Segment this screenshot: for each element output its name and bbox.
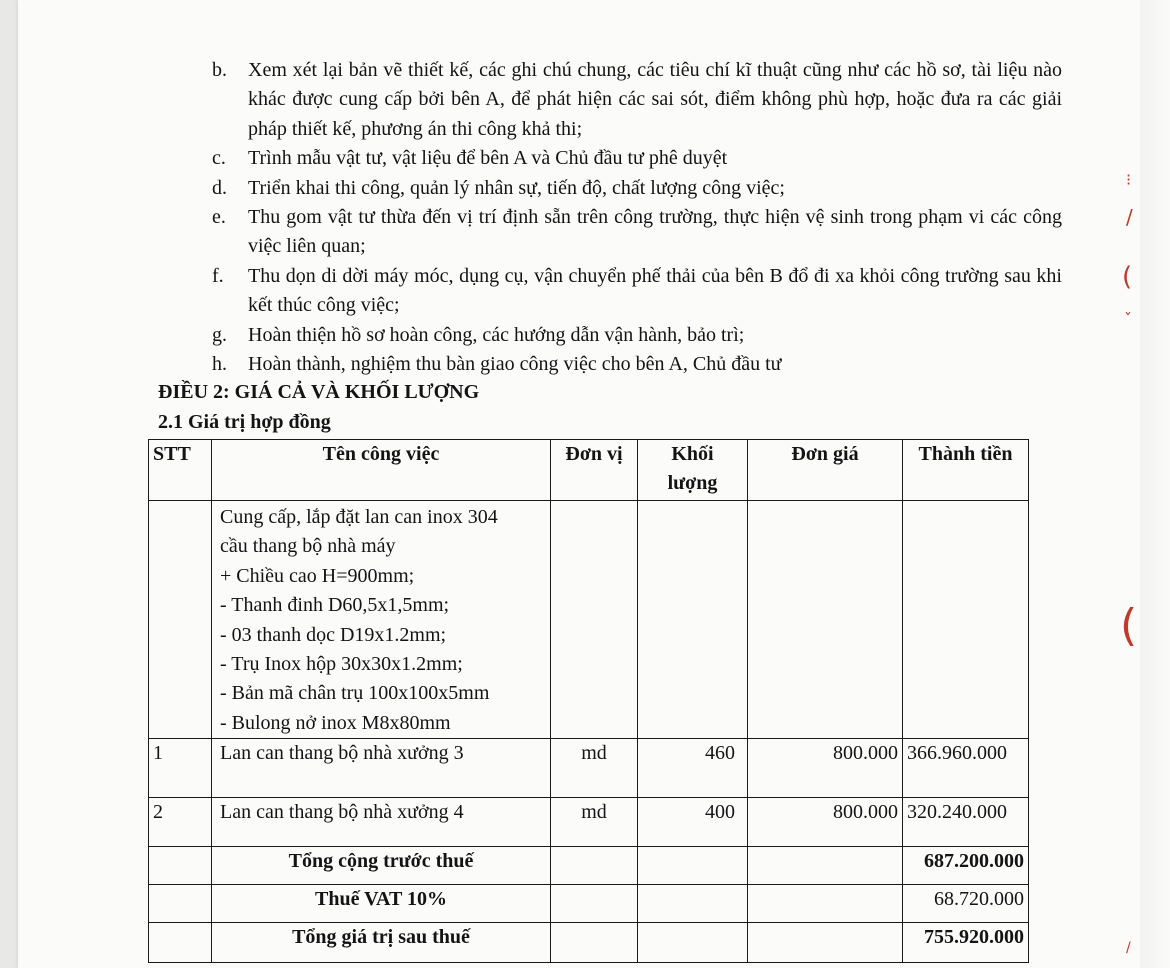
adjacent-page-edge: [1120, 0, 1170, 968]
row-quantity: 400: [638, 798, 748, 847]
description-line: - Bulong nở inox M8x80mm: [220, 711, 451, 734]
table-row: [149, 739, 1029, 798]
row-quantity: 460: [638, 739, 748, 798]
vat-value: 68.720.000: [903, 885, 1029, 923]
empty-cell: [638, 885, 748, 923]
list-item-label: d.: [212, 176, 227, 199]
grand-total-label: Tổng giá trị sau thuế: [212, 923, 551, 963]
empty-cell: [748, 923, 903, 963]
row-stt: 2: [149, 798, 212, 847]
list-item-label: b.: [212, 59, 227, 81]
ink-mark: /: [1126, 940, 1131, 956]
description-line: - Trụ Inox hộp 30x30x1.2mm;: [220, 653, 463, 676]
list-item: [212, 174, 1062, 203]
row-name: Lan can thang bộ nhà xưởng 4: [212, 798, 551, 847]
ink-mark: (: [1120, 600, 1138, 651]
list-item: [212, 350, 1062, 379]
work-description: [212, 501, 551, 739]
empty-cell: [748, 885, 903, 923]
ink-mark: (: [1122, 262, 1133, 292]
row-unit: md: [551, 798, 638, 847]
description-line: - Thanh đinh D60,5x1,5mm;: [220, 594, 450, 617]
list-item-text: Thu gom vật tư thừa đến vị trí định sẵn trên công trường, thực hiện vệ sinh trong phạm vi các công việc liên quan;: [248, 206, 1062, 258]
empty-cell: [149, 923, 212, 963]
row-total: 366.960.000: [903, 739, 1029, 798]
description-line: Cung cấp, lắp đặt lan can inox 304: [220, 506, 498, 528]
description-line: - 03 thanh dọc D19x1.2mm;: [220, 623, 447, 646]
header-name: Tên công việc: [212, 440, 551, 501]
list-item-text: Hoàn thiện hồ sơ hoàn công, các hướng dẫn vận hành, bảo trì;: [248, 323, 745, 346]
empty-cell: [638, 923, 748, 963]
vat-label: Thuế VAT 10%: [212, 885, 551, 923]
grand-total-row: [149, 923, 1029, 963]
row-stt: 1: [149, 739, 212, 798]
list-item-label: h.: [212, 353, 227, 376]
empty-cell: [638, 501, 748, 739]
row-total: 320.240.000: [903, 798, 1029, 847]
header-quantity-line: lượng: [667, 472, 718, 495]
header-quantity: [638, 440, 748, 501]
empty-cell: [149, 885, 212, 923]
description-line: - Bản mã chân trụ 100x100x5mm: [220, 682, 490, 705]
list-item: [212, 262, 1062, 321]
contract-value-table: [148, 439, 1029, 963]
empty-cell: [638, 847, 748, 885]
ink-mark: ˇ: [1124, 310, 1132, 329]
list-item: [212, 321, 1062, 350]
section-title: ĐIỀU 2: GIÁ CẢ VÀ KHỐI LƯỢNG: [158, 381, 480, 403]
table-header-row: [149, 440, 1029, 501]
header-unit: Đơn vị: [551, 440, 638, 501]
empty-cell: [748, 847, 903, 885]
empty-cell: [551, 885, 638, 923]
vat-row: [149, 885, 1029, 923]
row-unit: md: [551, 739, 638, 798]
list-item: [212, 56, 1062, 144]
subtotal-label: Tổng cộng trước thuế: [212, 847, 551, 885]
empty-cell: [903, 501, 1029, 739]
description-stt: [149, 501, 212, 739]
list-item: [212, 144, 1062, 173]
grand-total-value: 755.920.000: [903, 923, 1029, 963]
header-total: Thành tiền: [903, 440, 1029, 501]
description-row: [149, 501, 1029, 739]
empty-cell: [551, 847, 638, 885]
row-price: 800.000: [748, 739, 903, 798]
list-item-text: Xem xét lại bản vẽ thiết kế, các ghi chú chung, các tiêu chí kĩ thuật cũng như các hồ sơ, tài liệu nào khác được cung cấp bởi bên A, để phát hiện các sai sót, điểm không phù hợp, hoặc đưa ra các giải pháp thiết kế, phương án thi công khả thi;: [248, 59, 1062, 140]
list-item-label: c.: [212, 147, 226, 170]
subtotal-row: [149, 847, 1029, 885]
ink-mark: ⁝: [1126, 170, 1132, 189]
list-item: [212, 203, 1062, 262]
list-item-label: e.: [212, 206, 226, 229]
list-item-text: Hoàn thành, nghiệm thu bàn giao công việc cho bên A, Chủ đầu tư: [248, 353, 782, 376]
table-row: [149, 798, 1029, 847]
list-item-text: Trình mẫu vật tư, vật liệu để bên A và Chủ đầu tư phê duyệt: [248, 147, 728, 170]
description-line: + Chiều cao H=900mm;: [220, 564, 415, 587]
row-price: 800.000: [748, 798, 903, 847]
empty-cell: [748, 501, 903, 739]
header-price: Đơn giá: [748, 440, 903, 501]
ink-mark: /: [1126, 205, 1133, 229]
subtotal-value: 687.200.000: [903, 847, 1029, 885]
header-stt: STT: [149, 440, 212, 501]
obligation-list: [212, 56, 1062, 379]
empty-cell: [551, 923, 638, 963]
list-item-label: g.: [212, 323, 227, 346]
empty-cell: [149, 847, 212, 885]
list-item-label: f.: [212, 264, 224, 287]
description-line: cầu thang bộ nhà máy: [220, 535, 396, 558]
list-item-text: Triển khai thi công, quản lý nhân sự, tiến độ, chất lượng công việc;: [248, 176, 785, 199]
header-quantity-line: Khối: [671, 443, 714, 465]
list-item-text: Thu dọn di dời máy móc, dụng cụ, vận chuyển phế thải của bên B đổ đi xa khỏi công trường sau khi kết thúc công việc;: [248, 264, 1062, 317]
row-name: Lan can thang bộ nhà xưởng 3: [212, 739, 551, 798]
subsection-title: 2.1 Giá trị hợp đồng: [158, 411, 331, 433]
empty-cell: [551, 501, 638, 739]
